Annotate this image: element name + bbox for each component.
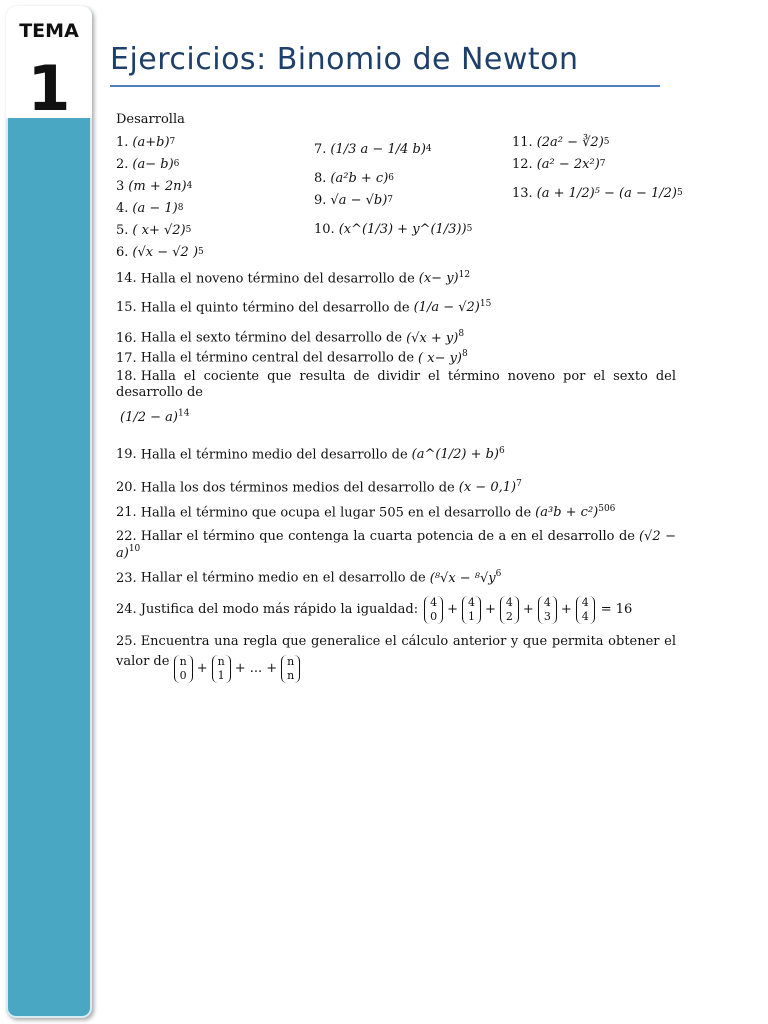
plus-sign: + xyxy=(485,602,496,618)
tema-number: 1 xyxy=(27,52,71,125)
exercise-text: Halla el término central del desarrollo de xyxy=(140,350,415,366)
exercise-column-1 xyxy=(116,132,314,264)
plus-sign: + xyxy=(447,602,458,618)
exercise-text: Halla el sexto término del desarrollo de xyxy=(140,330,403,346)
exercise-expression: (x^(1/3) + y^(1/3)) xyxy=(338,221,467,237)
exercise-number: 23. xyxy=(116,570,137,586)
exercise-exponent: 14 xyxy=(177,409,190,420)
exercise-number: 4. xyxy=(116,200,129,216)
exercise-expression: (m + 2n) xyxy=(128,178,187,194)
binomial-general-sum xyxy=(174,655,301,683)
exercise-number: 2. xyxy=(116,156,129,172)
exercise-15 xyxy=(116,299,676,316)
exercise-expression: (2a² − ∛2) xyxy=(536,134,604,150)
exercise-number: 1. xyxy=(116,134,129,150)
exercise-8 xyxy=(314,168,512,190)
binomial-coefficient: 4 1 xyxy=(462,596,481,624)
exercise-columns xyxy=(116,132,683,264)
exercise-13 xyxy=(512,176,683,212)
exercise-exponent: 8 xyxy=(177,203,184,214)
plus-sign: + xyxy=(522,602,534,618)
exercise-exponent: 7 xyxy=(169,137,176,148)
exercise-number: 19. xyxy=(116,447,137,463)
exercise-exponent: 7 xyxy=(516,478,522,489)
exercise-number: 20. xyxy=(116,480,137,496)
binomial-coefficient: 4 2 xyxy=(500,596,519,624)
exercise-exponent: 5 xyxy=(198,247,204,258)
exercise-number: 22. xyxy=(116,528,137,544)
exercise-expression: (a− b) xyxy=(132,156,174,172)
exercise-22 xyxy=(116,529,676,562)
exercise-expression: (1/2 − a) xyxy=(120,410,178,426)
ellipsis-sum: + ... + xyxy=(234,661,278,677)
exercise-exponent: 5 xyxy=(603,137,610,148)
exercise-expression: (1/a − √2) xyxy=(413,299,480,315)
exercise-exponent: 10 xyxy=(128,544,141,555)
exercise-expression: (√x + y) xyxy=(406,330,459,346)
exercise-text: Encuentra una regla que generalice el cálculo anterior y que permita obtener el valor de xyxy=(116,633,676,670)
exercise-number: 6. xyxy=(116,244,129,260)
exercise-number: 25. xyxy=(116,633,137,649)
exercise-number: 21. xyxy=(116,505,137,521)
exercise-expression: (a²b + c) xyxy=(330,170,389,186)
sidebar xyxy=(6,6,92,1018)
exercise-expression: (1/3 a − 1/4 b) xyxy=(330,141,426,157)
exercise-7 xyxy=(314,132,512,168)
exercise-expression: (a^(1/2) + b) xyxy=(411,447,499,463)
exercise-text: Hallar el término que contenga la cuarta potencia de a en el desarrollo de xyxy=(140,528,635,544)
exercise-expression: (x − 0,1) xyxy=(458,480,517,496)
exercise-5 xyxy=(116,220,314,242)
exercise-exponent: 6 xyxy=(173,159,180,170)
exercise-exponent: 15 xyxy=(479,298,492,309)
binomial-coefficient: n 0 xyxy=(174,655,193,683)
exercise-text: Halla el noveno término del desarrollo de xyxy=(140,270,415,286)
exercise-19 xyxy=(116,446,676,463)
exercise-text: Halla el cociente que resulta de dividir el término noveno por el sexto del desarrollo de xyxy=(116,369,676,400)
binomial-coefficient: 4 4 xyxy=(576,596,595,624)
exercise-text: Halla el término que ocupa el lugar 505 en el desarrollo de xyxy=(140,505,532,521)
section-heading: Desarrolla xyxy=(116,112,185,127)
binomial-coefficient: 4 3 xyxy=(538,596,557,624)
exercise-expression: ( x− y) xyxy=(418,350,463,366)
exercise-14 xyxy=(116,270,676,287)
exercise-content xyxy=(116,112,683,683)
exercise-expression: √a − √b) xyxy=(330,192,388,208)
exercise-expression: ( x+ √2) xyxy=(132,222,186,238)
exercise-number: 15. xyxy=(116,299,137,315)
exercise-exponent: 5 xyxy=(185,225,192,236)
exercise-21 xyxy=(116,504,676,521)
exercise-column-2 xyxy=(314,132,512,264)
exercise-9 xyxy=(314,190,512,212)
exercise-25 xyxy=(116,634,676,683)
page-title: Ejercicios: Binomio de Newton xyxy=(110,42,579,77)
exercise-number: 8. xyxy=(314,170,327,186)
exercise-text: Halla el término medio del desarrollo de xyxy=(140,447,408,463)
exercise-expression: (√x − √2 ) xyxy=(132,244,199,260)
exercise-number: 12. xyxy=(512,156,533,172)
exercise-exponent: 4 xyxy=(186,181,193,192)
exercise-24 xyxy=(116,596,676,624)
exercise-number: 18. xyxy=(116,369,137,385)
exercise-2 xyxy=(116,154,314,176)
exercise-number: 16. xyxy=(116,330,137,346)
exercise-number: 5. xyxy=(116,222,129,238)
exercise-exponent: 12 xyxy=(458,269,471,280)
binomial-coefficient: 4 0 xyxy=(424,596,443,624)
exercise-exponent: 6 xyxy=(499,446,505,457)
exercise-exponent: 7 xyxy=(387,195,394,206)
exercise-number: 7. xyxy=(314,141,327,157)
exercise-1 xyxy=(116,132,314,154)
exercise-20 xyxy=(116,479,676,496)
exercise-expression: (⁸√x − ⁸√y xyxy=(429,570,496,586)
exercise-18 xyxy=(116,369,676,426)
exercise-number: 11. xyxy=(512,134,533,150)
binomial-coefficient: n 1 xyxy=(212,655,231,683)
exercise-exponent: 5 xyxy=(466,224,473,235)
exercise-number: 24. xyxy=(116,602,137,618)
plus-sign: + xyxy=(196,661,208,677)
exercise-10 xyxy=(314,212,512,248)
exercise-11 xyxy=(512,132,676,154)
exercise-exponent: 8 xyxy=(458,329,465,340)
exercise-16 xyxy=(116,329,676,346)
exercise-exponent: 7 xyxy=(599,159,606,170)
exercise-text: Halla el quinto término del desarrollo de xyxy=(140,299,410,315)
exercise-number: 10. xyxy=(314,221,335,237)
exercise-expression: (a − 1) xyxy=(132,200,178,216)
exercise-text: Halla los dos términos medios del desarrollo de xyxy=(140,480,455,496)
exercise-exponent: 6 xyxy=(495,569,502,580)
exercise-expression: (√2 − a) xyxy=(116,528,676,561)
exercise-text: Justifica del modo más rápido la igualdad: xyxy=(140,602,419,618)
plus-sign: + xyxy=(560,602,572,618)
exercise-expression: (a + 1/2)⁵ − (a − 1/2) xyxy=(536,185,678,201)
exercise-number: 9. xyxy=(314,192,327,208)
exercise-number: 3 xyxy=(116,178,125,194)
tema-label: TEMA xyxy=(19,20,79,42)
exercise-exponent: 6 xyxy=(388,173,395,184)
exercise-exponent: 4 xyxy=(425,144,432,155)
exercise-expression: (x− y) xyxy=(418,270,459,286)
exercise-17 xyxy=(116,349,676,366)
equality-result: = 16 xyxy=(600,602,633,618)
exercise-number: 13. xyxy=(512,185,533,201)
exercise-expression: (a+b) xyxy=(132,134,170,150)
exercise-number: 14. xyxy=(116,270,137,286)
exercise-text: Hallar el término medio en el desarrollo de xyxy=(140,570,426,586)
binomial-coefficient: n n xyxy=(281,655,300,683)
title-divider xyxy=(110,85,660,87)
sidebar-header xyxy=(6,6,92,125)
exercise-number: 17. xyxy=(116,350,137,366)
exercise-exponent: 8 xyxy=(462,349,468,360)
exercise-23 xyxy=(116,569,676,586)
exercise-exponent: 506 xyxy=(598,503,616,514)
exercise-12 xyxy=(512,154,676,176)
exercise-expression: (a² − 2x²) xyxy=(536,156,600,172)
binomial-sum xyxy=(424,596,632,624)
exercise-6 xyxy=(116,242,314,264)
exercise-3 xyxy=(116,176,314,198)
exercise-column-3 xyxy=(512,132,683,264)
exercise-4 xyxy=(116,198,314,220)
exercise-expression: (a³b + c²) xyxy=(535,505,599,521)
exercise-exponent: 5 xyxy=(677,188,683,199)
